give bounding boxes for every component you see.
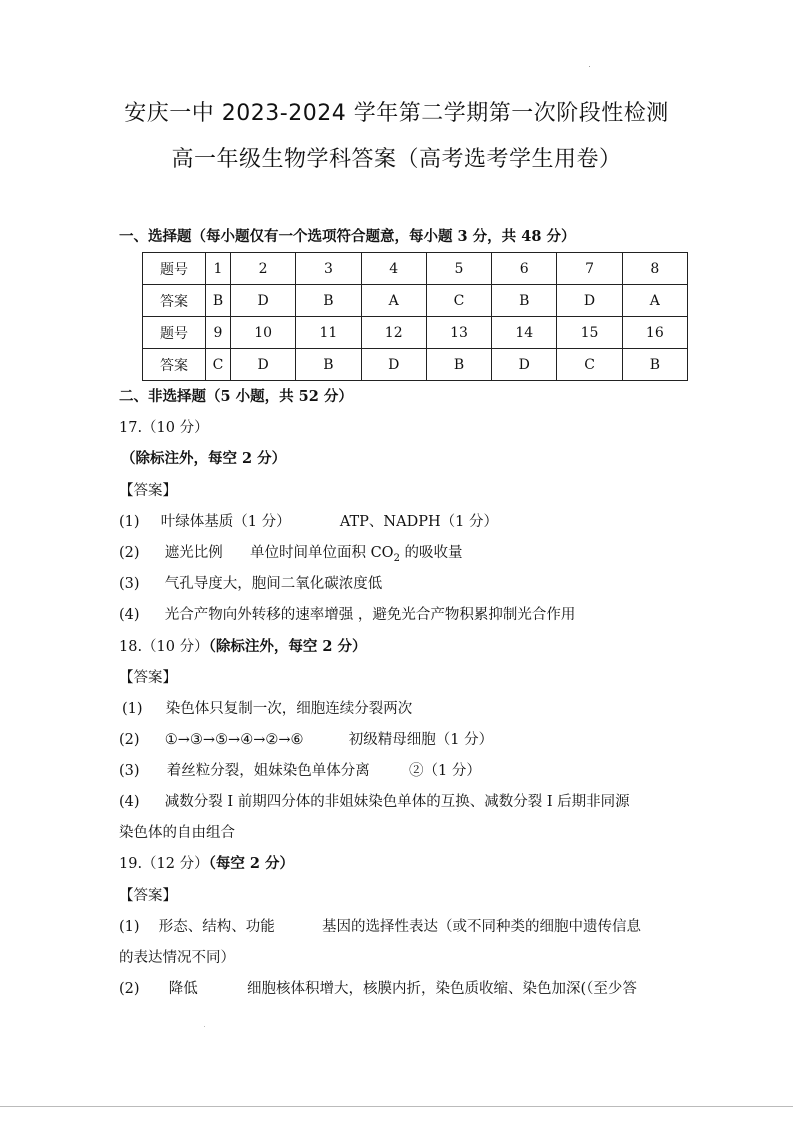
answer-table-row-header: 答案 (143, 285, 206, 317)
answer-table-cell: D (361, 349, 426, 381)
answer-table-cell: B (492, 285, 557, 317)
q18-answer-4 (119, 790, 630, 811)
answer-table-row-header: 题号 (143, 253, 206, 285)
q17-a1-num: (1) (119, 514, 140, 530)
q19-note: （每空 2 分） (208, 855, 295, 872)
answer-table-row (143, 285, 688, 317)
q17-a2-part2b: 的吸收量 (399, 545, 463, 561)
answer-table-cell: D (231, 349, 296, 381)
q18-a1-num: (1) (122, 701, 143, 717)
answer-table-cell: 2 (231, 253, 296, 285)
answer-table-cell: 8 (622, 253, 687, 285)
q18-answer-2 (119, 728, 493, 749)
answer-table-row-header: 题号 (143, 317, 206, 349)
answer-table-cell: C (426, 285, 491, 317)
q18-a2-part1: ①→③→⑤→④→②→⑥ (164, 732, 304, 748)
answer-table-cell: 10 (231, 317, 296, 349)
q17-heading: 17.（10 分） (119, 420, 209, 436)
answer-table-cell: 14 (492, 317, 557, 349)
scan-dot (589, 66, 590, 67)
q17-answer-3 (119, 572, 382, 593)
answer-table-cell: D (492, 349, 557, 381)
q18-answer-1 (122, 697, 412, 718)
q18-answer-label: 【答案】 (119, 670, 177, 686)
q19-a2-part1: 降低 (168, 981, 198, 997)
answer-table-cell: 1 (206, 253, 231, 285)
q17-a4-text: 光合产物向外转移的速率增强 ，避免光合产物积累抑制光合作用 (164, 607, 576, 623)
q18-a4-num: (4) (119, 794, 140, 810)
page-bottom-rule (0, 1106, 793, 1107)
q18-a3-num: (3) (119, 763, 140, 779)
answer-table-cell: B (296, 349, 361, 381)
answer-table-cell: 3 (296, 253, 361, 285)
answer-table-cell: C (206, 349, 231, 381)
q18-a3-part1: 着丝粒分裂，姐妹染色单体分离 (166, 763, 370, 779)
answer-table-row (143, 349, 688, 381)
q19-a2-part2: 细胞核体积增大，核膜内折，染色质收缩、染色加深(（至少答 (246, 981, 637, 997)
answer-table-cell: 5 (426, 253, 491, 285)
q19-a1-num: (1) (119, 919, 140, 935)
q19-answer-2 (119, 977, 637, 998)
page-title: 安庆一中 2023-2024 学年第二学期第一次阶段性检测 (124, 101, 669, 126)
answer-table-row-header: 答案 (143, 349, 206, 381)
q17-a2-part1: 遮光比例 (164, 545, 223, 561)
answer-table-cell: 16 (622, 317, 687, 349)
q18-heading-row (119, 635, 367, 656)
q17-a1-part1: 叶绿体基质（1 分） (160, 514, 291, 530)
q19-a1-part2: 基因的选择性表达（或不同种类的细胞中遗传信息 (321, 919, 641, 935)
q19-heading-row (119, 852, 294, 873)
q17-a3-num: (3) (119, 576, 140, 592)
q18-a4-text: 减数分裂 I 前期四分体的非姐妹染色单体的互换、减数分裂 I 后期非同源 (164, 794, 630, 810)
section2-title: 二、非选择题（5 小题，共 52 分） (119, 388, 353, 405)
q17-answer-label: 【答案】 (119, 483, 177, 499)
answer-table-cell: 13 (426, 317, 491, 349)
q17-a3-text: 气孔导度大，胞间二氧化碳浓度低 (164, 576, 383, 592)
q17-answer-2 (119, 541, 463, 564)
q18-a2-part2: 初级精母细胞（1 分） (348, 732, 494, 748)
answer-table-cell: B (426, 349, 491, 381)
q17-a2-part2a: 单位时间单位面积 CO (249, 545, 394, 561)
answer-table-cell: C (557, 349, 622, 381)
q18-a2-num: (2) (119, 732, 140, 748)
answer-table-cell: A (622, 285, 687, 317)
q17-a2-subscript: 2 (393, 552, 400, 564)
answer-table-row (143, 317, 688, 349)
q17-answer-4 (119, 603, 575, 624)
q19-answer-1-continued: 的表达情况不同） (119, 950, 235, 966)
q18-answer-4-continued: 染色体的自由组合 (119, 825, 235, 841)
answer-table-cell: D (557, 285, 622, 317)
q19-a2-num: (2) (119, 981, 140, 997)
q19-heading: 19.（12 分） (119, 856, 209, 872)
q17-answer-1 (119, 510, 498, 531)
q18-a3-part2: ②（1 分） (408, 763, 481, 779)
answer-table-cell: 6 (492, 253, 557, 285)
answer-table-cell: D (231, 285, 296, 317)
q18-answer-3 (119, 759, 481, 780)
answer-table-cell: A (361, 285, 426, 317)
q17-a4-num: (4) (119, 607, 140, 623)
q19-a1-part1: 形态、结构、功能 (158, 919, 275, 935)
answer-table-cell: B (622, 349, 687, 381)
answer-table-cell: 7 (557, 253, 622, 285)
page-subtitle: 高一年级生物学科答案（高考选考学生用卷） (171, 147, 622, 172)
answer-table-cell: B (296, 285, 361, 317)
answer-table-cell: 12 (361, 317, 426, 349)
answer-table-cell: 9 (206, 317, 231, 349)
answer-table-cell: 15 (557, 317, 622, 349)
q19-answer-label: 【答案】 (119, 888, 177, 904)
q17-note: （除标注外，每空 2 分） (121, 450, 287, 467)
q19-answer-1 (119, 915, 641, 936)
answer-table-cell: 4 (361, 253, 426, 285)
q17-a2-num: (2) (119, 545, 140, 561)
answer-table-cell: 11 (296, 317, 361, 349)
q18-a1-text: 染色体只复制一次，细胞连续分裂两次 (165, 701, 413, 717)
q18-heading: 18.（10 分） (119, 639, 209, 655)
q18-note: （除标注外，每空 2 分） (208, 638, 367, 655)
section1-title: 一、选择题（每小题仅有一个选项符合题意，每小题 3 分，共 48 分） (119, 228, 576, 245)
answer-table-cell: B (206, 285, 231, 317)
answer-table-row (143, 253, 688, 285)
scan-mark (204, 1026, 205, 1027)
q17-a1-part2: ATP、NADPH（1 分） (339, 514, 498, 530)
answer-table (142, 252, 688, 381)
